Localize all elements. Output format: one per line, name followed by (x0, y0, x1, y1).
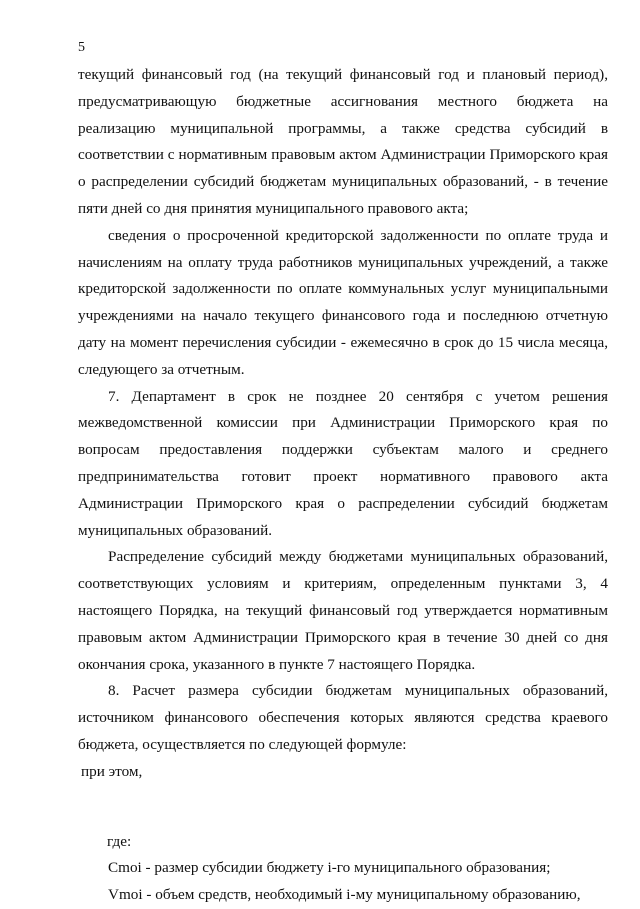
paragraph-item-8: 8. Расчет размера субсидии бюджетам муниципальных образований, источником финансового обеспечения которых являются средства краевого бюджета, осуществляется по следующей формуле: (78, 682, 608, 753)
document-body (78, 62, 608, 909)
definition-cmoi: Cmoi - размер субсидии бюджету i-го муниципального образования; (108, 859, 551, 877)
paragraph-overdue-debt: сведения о просроченной кредиторской задолженности по оплате труда и начислениям на оплату труда работников муниципальных учреждений, а также кредиторской задолженности по оплате коммунальных услуг муниципальными учреждениями на начало текущего финансового года и последнюю отчетную дату на момент перечисления субсидии - ежемесячно в срок до 15 числа месяца, следующего за отчетным. (78, 226, 608, 378)
paragraph-where: где: (107, 832, 132, 850)
formula-area (78, 786, 608, 829)
paragraph-distribution: Распределение субсидий между бюджетами муниципальных образований, соответствующих условиям и критериям, определенным пунктами 3, 4 настоящего Порядка, на текущий финансовый год утверждается нормативным правовым актом Администрации Приморского края в течение 30 дней со дня окончания срока, указанного в пункте 7 настоящего Порядка. (78, 548, 608, 673)
paragraph-pri-etom: при этом, (81, 762, 143, 780)
page-number: 5 (78, 40, 85, 55)
paragraph-item-7: 7. Департамент в срок не позднее 20 сентября с учетом решения межведомственной комиссии при Администрации Приморского края по вопросам предоставления поддержки субъектам малого и среднего предпринимательства готовит проект нормативного правового акта Администрации Приморского края о распределении субсидий бюджетам муниципальных образований. (78, 387, 608, 539)
paragraph-intro-continued: текущий финансовый год (на текущий финансовый год и плановый период), предусматривающую бюджетные ассигнования местного бюджета на реализацию муниципальной программы, а также средства субсидий в соответствии с нормативным правовым актом Администрации Приморского края о распределении субсидий бюджетам муниципальных образований, - в течение пяти дней со дня принятия муниципального правового акта; (78, 66, 608, 217)
definition-vmoi: Vmoi - объем средств, необходимый i-му муниципальному образованию, (108, 886, 581, 904)
